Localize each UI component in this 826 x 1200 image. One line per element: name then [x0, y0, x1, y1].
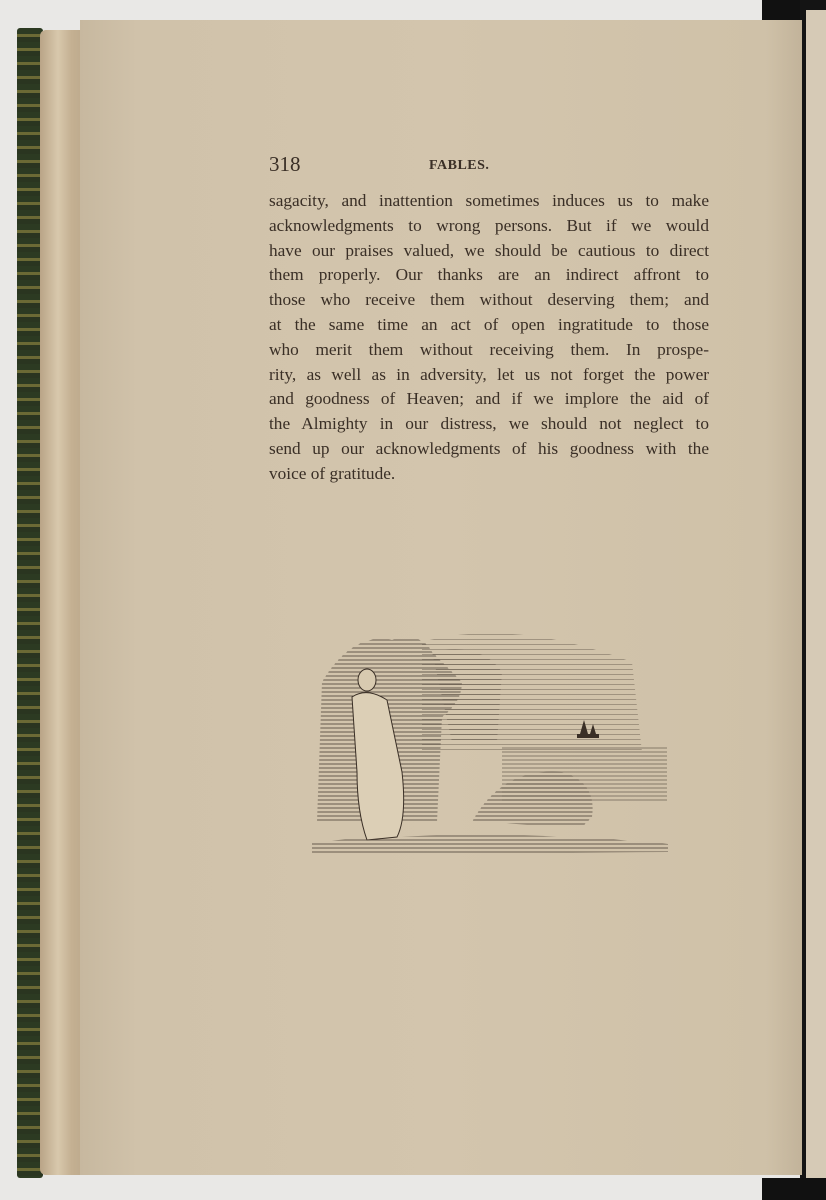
- page-number: 318: [269, 152, 301, 176]
- text-line: the Almighty in our distress, we should not neglect to: [269, 414, 709, 434]
- text-line: voice of gratitude.: [269, 463, 396, 483]
- page-header: [269, 152, 709, 178]
- engraving-illustration: [312, 622, 668, 858]
- text-line: acknowledgments to wrong persons. But if we would: [269, 215, 709, 235]
- text-line: those who receive them without deserving them; and: [269, 290, 709, 310]
- text-line: who merit them without receiving them. In prospe-: [269, 339, 709, 359]
- text-line: them properly. Our thanks are an indirect affront to: [269, 265, 709, 285]
- facing-page-edge: [806, 10, 826, 1180]
- background-dark-bottom: [762, 1178, 826, 1200]
- text-line: have our praises valued, we should be cautious to direct: [269, 240, 709, 260]
- text-line: send up our acknowledgments of his goodness with the: [269, 438, 709, 458]
- text-line: at the same time an act of open ingratitude to those: [269, 314, 709, 334]
- page-edges: [40, 30, 85, 1175]
- text-line: rity, as well as in adversity, let us not forget the power: [269, 364, 709, 384]
- text-line: sagacity, and inattention sometimes induces us to make: [269, 191, 709, 210]
- ground: [312, 835, 668, 854]
- body-paragraph: [269, 189, 709, 487]
- text-line: and goodness of Heaven; and if we implore the aid of: [269, 389, 709, 409]
- running-head: FABLES.: [429, 158, 490, 173]
